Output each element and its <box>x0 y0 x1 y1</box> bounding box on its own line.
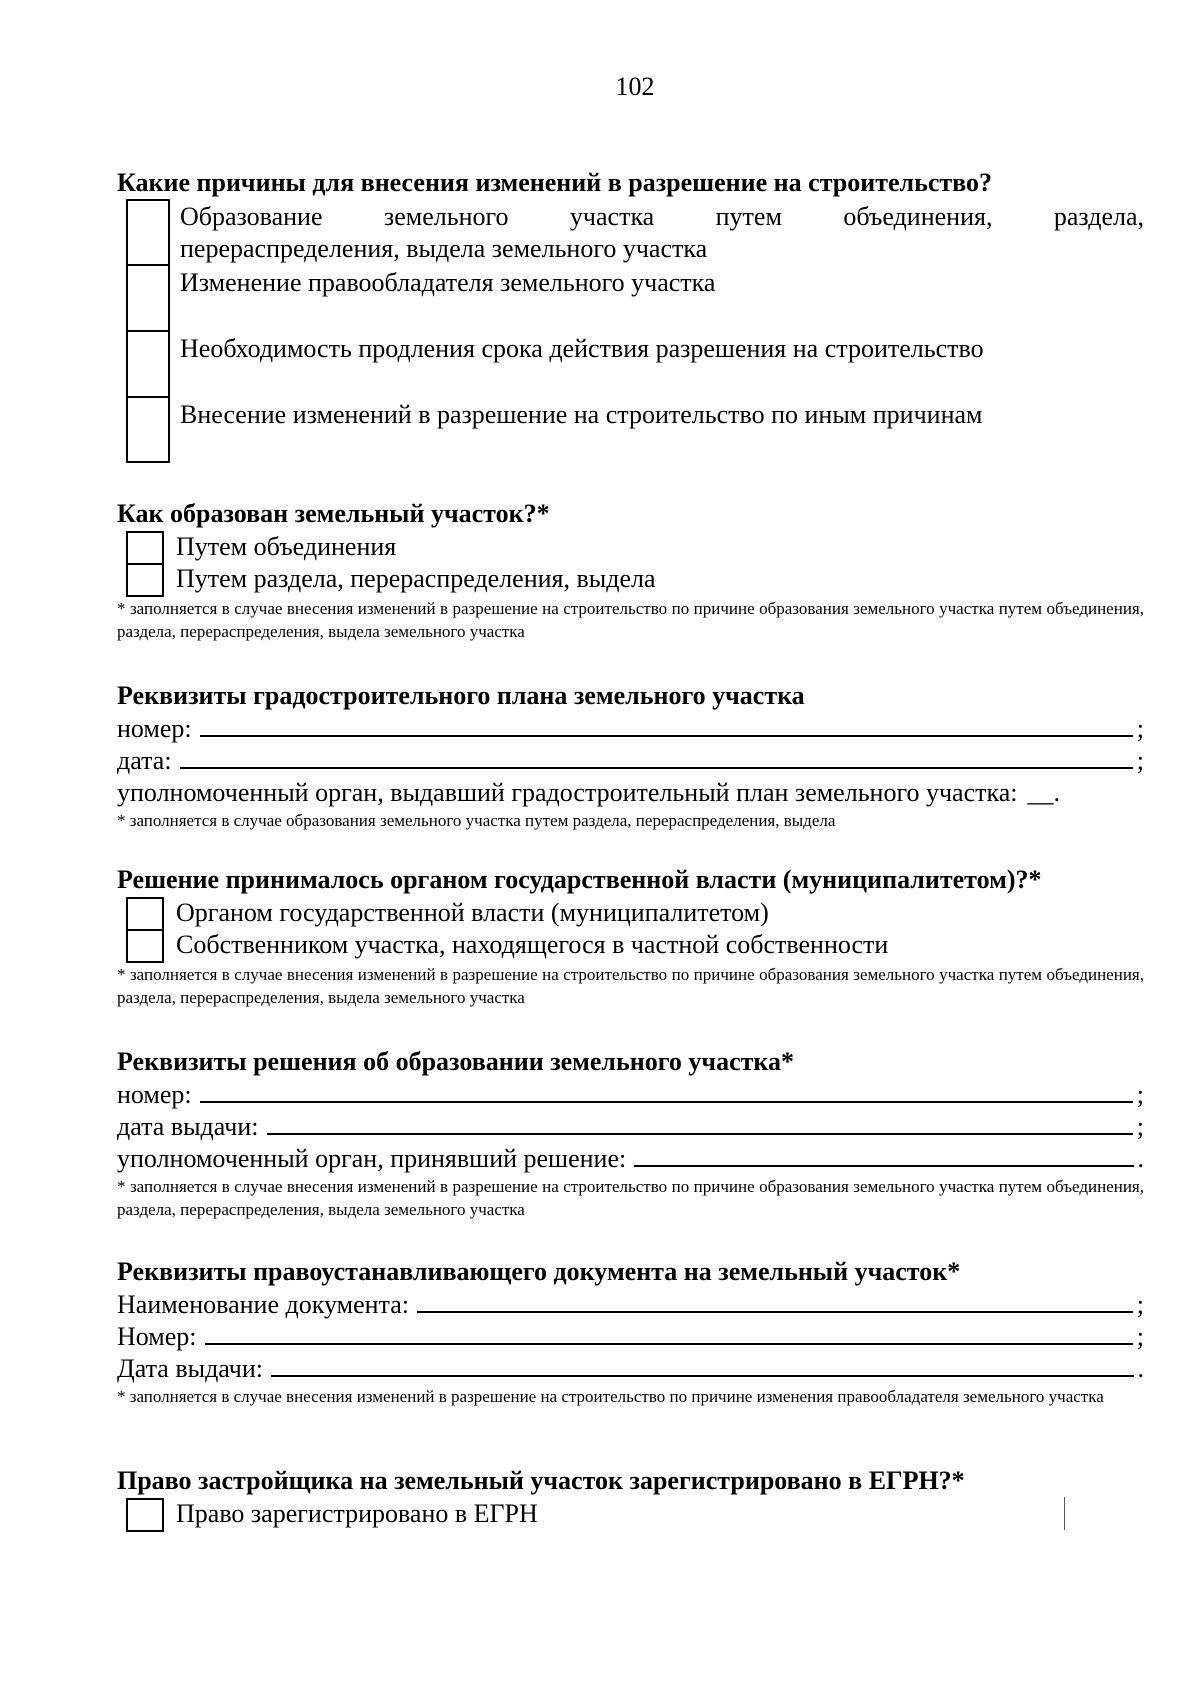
gpzu-date-label: дата: <box>117 746 172 775</box>
decision-authority-label: уполномоченный орган, принявший решение: <box>117 1144 627 1173</box>
decision-date-input[interactable] <box>267 1111 1133 1135</box>
reasons-title: Какие причины для внесения изменений в разрешение на строительство? <box>117 168 993 197</box>
gpzu-date-input[interactable] <box>180 745 1133 769</box>
reasons-section <box>117 166 1144 200</box>
gpzu-title: Реквизиты градостроительного плана земельного участка <box>117 681 805 710</box>
decision-number-field <box>117 1079 1144 1111</box>
title-doc-name-input[interactable] <box>417 1289 1133 1313</box>
gpzu-authority-input[interactable]: __. <box>1027 778 1061 807</box>
formation-option-merge <box>117 531 1144 565</box>
margin-mark <box>1064 1497 1065 1530</box>
title-doc-number-input[interactable] <box>205 1321 1133 1345</box>
reason-option-formation-line1: Образование земельного участка путем объединения, раздела, <box>180 202 1144 231</box>
gpzu-number-input[interactable] <box>200 713 1133 737</box>
gpzu-number-end: ; <box>1136 714 1144 743</box>
gpzu-authority-label: уполномоченный орган, выдавший градостроительный план земельного участка: <box>117 778 1018 807</box>
title-doc-number-field <box>117 1321 1144 1353</box>
egrn-title: Право застройщика на земельный участок зарегистрировано в ЕГРН?* <box>117 1466 965 1495</box>
title-doc-name-field <box>117 1289 1144 1321</box>
decision-details-note: * заполняется в случае внесения изменений в разрешение на строительство по причине образования земельного участка путем объединения, раздела, перераспределения, выдела земельного участка <box>117 1177 1144 1219</box>
reason-option-other: Внесение изменений в разрешение на строительство по иным причинам <box>180 400 983 429</box>
gpzu-authority-field <box>117 777 1144 809</box>
title-doc-section <box>117 1255 1144 1408</box>
title-doc-date-end: . <box>1137 1354 1144 1383</box>
gpzu-number-label: номер: <box>117 714 192 743</box>
reason-checkbox-formation[interactable] <box>126 200 170 264</box>
reason-option-extension: Необходимость продления срока действия разрешения на строительство <box>180 334 984 363</box>
gpzu-date-field <box>117 745 1144 777</box>
decision-by-checkbox-authority[interactable] <box>126 897 164 931</box>
decision-details-title: Реквизиты решения об образовании земельного участка* <box>117 1047 794 1076</box>
title-doc-name-label: Наименование документа: <box>117 1290 409 1319</box>
formation-checkbox-merge[interactable] <box>126 531 164 565</box>
formation-section <box>117 497 1144 643</box>
title-doc-date-input[interactable] <box>271 1353 1133 1377</box>
title-doc-name-end: ; <box>1136 1290 1144 1319</box>
decision-number-label: номер: <box>117 1080 192 1109</box>
reason-checkbox-extension[interactable] <box>126 332 170 396</box>
formation-option-split-label: Путем раздела, перераспределения, выдела <box>176 564 656 593</box>
gpzu-note: * заполняется в случае образования земельного участка путем раздела, перераспределения, выдела <box>117 811 836 830</box>
decision-date-end: ; <box>1136 1112 1144 1141</box>
decision-authority-field <box>117 1143 1144 1175</box>
formation-title: Как образован земельный участок?* <box>117 499 550 528</box>
formation-option-split <box>117 563 1144 597</box>
decision-authority-input[interactable] <box>634 1143 1133 1167</box>
decision-number-input[interactable] <box>200 1079 1133 1103</box>
title-doc-date-label: Дата выдачи: <box>117 1354 264 1383</box>
decision-authority-end: . <box>1137 1144 1144 1173</box>
decision-by-option-authority <box>117 897 1144 931</box>
title-doc-title: Реквизиты правоустанавливающего документа на земельный участок* <box>117 1257 961 1286</box>
reason-option-owner-change: Изменение правообладателя земельного участка <box>180 268 716 297</box>
decision-details-section <box>117 1045 1144 1221</box>
decision-by-title: Решение принималось органом государственной власти (муниципалитетом)?* <box>117 865 1042 894</box>
gpzu-number-field <box>117 713 1144 745</box>
decision-by-section <box>117 863 1144 1009</box>
egrn-option-registered-label: Право зарегистрировано в ЕГРН <box>176 1499 538 1528</box>
formation-note: * заполняется в случае внесения изменений в разрешение на строительство по причине образования земельного участка путем объединения, раздела, перераспределения, выдела земельного участка <box>117 599 1144 641</box>
formation-checkbox-split[interactable] <box>126 563 164 597</box>
decision-number-end: ; <box>1136 1080 1144 1109</box>
decision-by-checkbox-owner[interactable] <box>126 929 164 963</box>
gpzu-date-end: ; <box>1136 746 1144 775</box>
decision-date-field <box>117 1111 1144 1143</box>
formation-option-merge-label: Путем объединения <box>176 532 397 561</box>
reason-checkbox-other[interactable] <box>126 398 170 462</box>
decision-by-option-owner <box>117 929 1144 963</box>
reason-checkbox-owner-change[interactable] <box>126 266 170 330</box>
reason-option-formation <box>180 201 1144 265</box>
title-doc-note: * заполняется в случае внесения изменений в разрешение на строительство по причине изменения правообладателя земельного участка <box>117 1387 1104 1406</box>
reason-option-formation-line2: перераспределения, выдела земельного участка <box>180 234 708 263</box>
decision-by-note: * заполняется в случае внесения изменений в разрешение на строительство по причине образования земельного участка путем объединения, раздела, перераспределения, выдела земельного участка <box>117 965 1144 1007</box>
decision-by-option-authority-label: Органом государственной власти (муниципалитетом) <box>176 898 769 927</box>
title-doc-number-label: Номер: <box>117 1322 197 1351</box>
egrn-checkbox-registered[interactable] <box>126 1498 164 1532</box>
egrn-section <box>117 1464 1144 1532</box>
decision-date-label: дата выдачи: <box>117 1112 259 1141</box>
gpzu-section <box>117 679 1144 832</box>
decision-by-option-owner-label: Собственником участка, находящегося в частной собственности <box>176 930 889 959</box>
page-number: 102 <box>615 72 655 101</box>
egrn-option-registered <box>117 1498 1144 1532</box>
title-doc-number-end: ; <box>1136 1322 1144 1351</box>
title-doc-date-field <box>117 1353 1144 1385</box>
